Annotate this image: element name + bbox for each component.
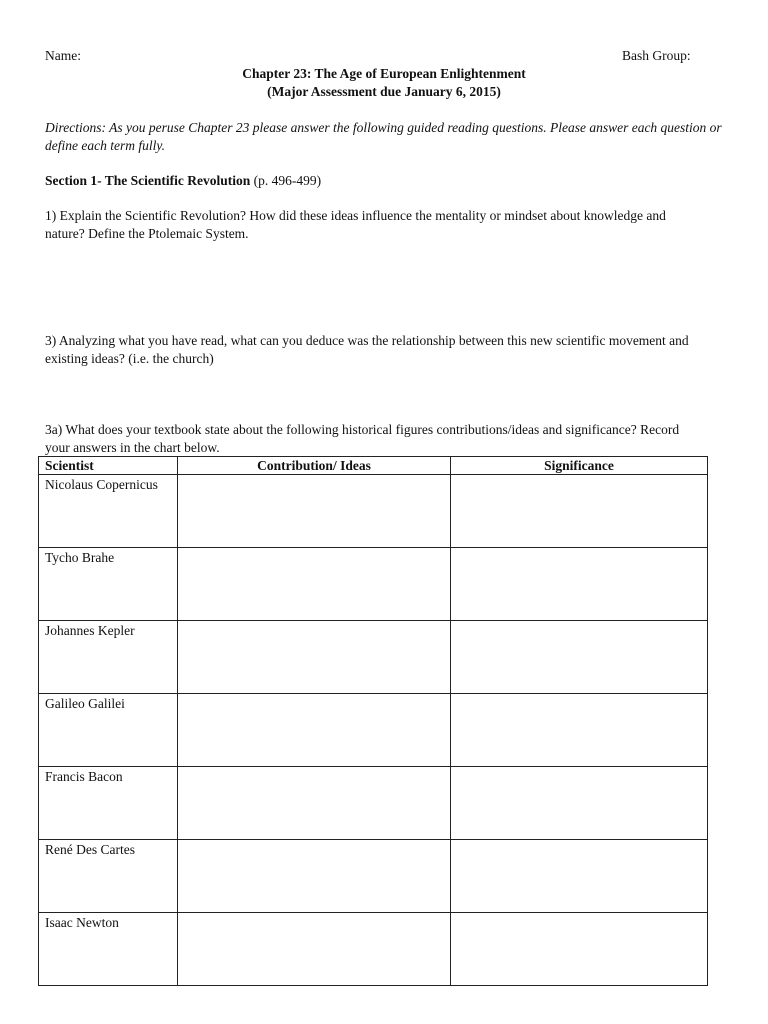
contribution-cell[interactable]: [178, 475, 451, 548]
table-row: [39, 694, 708, 767]
name-label: Name:: [45, 48, 81, 63]
page-title: Chapter 23: The Age of European Enlightenment: [242, 66, 526, 81]
significance-cell[interactable]: [451, 475, 708, 548]
bash-group-label: Bash Group:: [622, 48, 691, 63]
table-row: [39, 621, 708, 694]
significance-cell[interactable]: [451, 548, 708, 621]
table-row: [39, 767, 708, 840]
scientist-cell: René Des Cartes: [39, 840, 178, 913]
table-row: [39, 548, 708, 621]
contribution-cell[interactable]: [178, 621, 451, 694]
header-scientist: Scientist: [39, 457, 178, 475]
chart-header-row: [39, 457, 708, 475]
contribution-cell[interactable]: [178, 840, 451, 913]
directions-text: Directions: As you peruse Chapter 23 please answer the following guided reading questions. Please answer each question or define each term fully.: [45, 120, 722, 153]
header-contribution: Contribution/ Ideas: [178, 457, 451, 475]
question-3a: 3a) What does your textbook state about the following historical figures contributions/ideas and significance? Record your answers in the chart below.: [45, 422, 680, 455]
question-1: 1) Explain the Scientific Revolution? How did these ideas influence the mentality or mindset about knowledge and nature? Define the Ptolemaic System.: [45, 208, 666, 241]
significance-cell[interactable]: [451, 694, 708, 767]
header-significance: Significance: [451, 457, 708, 475]
section-title: Section 1- The Scientific Revolution: [45, 173, 251, 188]
page-subtitle: (Major Assessment due January 6, 2015): [267, 84, 501, 99]
section-pages: (p. 496-499): [250, 173, 322, 188]
scientist-cell: Tycho Brahe: [39, 548, 178, 621]
scientist-cell: Francis Bacon: [39, 767, 178, 840]
scientist-cell: Galileo Galilei: [39, 694, 178, 767]
scientist-cell: Nicolaus Copernicus: [39, 475, 178, 548]
significance-cell[interactable]: [451, 621, 708, 694]
table-row: [39, 475, 708, 548]
significance-cell[interactable]: [451, 840, 708, 913]
contribution-cell[interactable]: [178, 913, 451, 986]
contribution-cell[interactable]: [178, 694, 451, 767]
significance-cell[interactable]: [451, 913, 708, 986]
scientist-cell: Johannes Kepler: [39, 621, 178, 694]
contribution-cell[interactable]: [178, 767, 451, 840]
significance-cell[interactable]: [451, 767, 708, 840]
contribution-cell[interactable]: [178, 548, 451, 621]
table-row: [39, 840, 708, 913]
scientist-cell: Isaac Newton: [39, 913, 178, 986]
table-row: [39, 913, 708, 986]
question-3: 3) Analyzing what you have read, what can you deduce was the relationship between this new scientific movement and existing ideas? (i.e. the church): [45, 333, 689, 366]
section-heading: [45, 172, 321, 190]
scientists-chart: [38, 456, 708, 986]
